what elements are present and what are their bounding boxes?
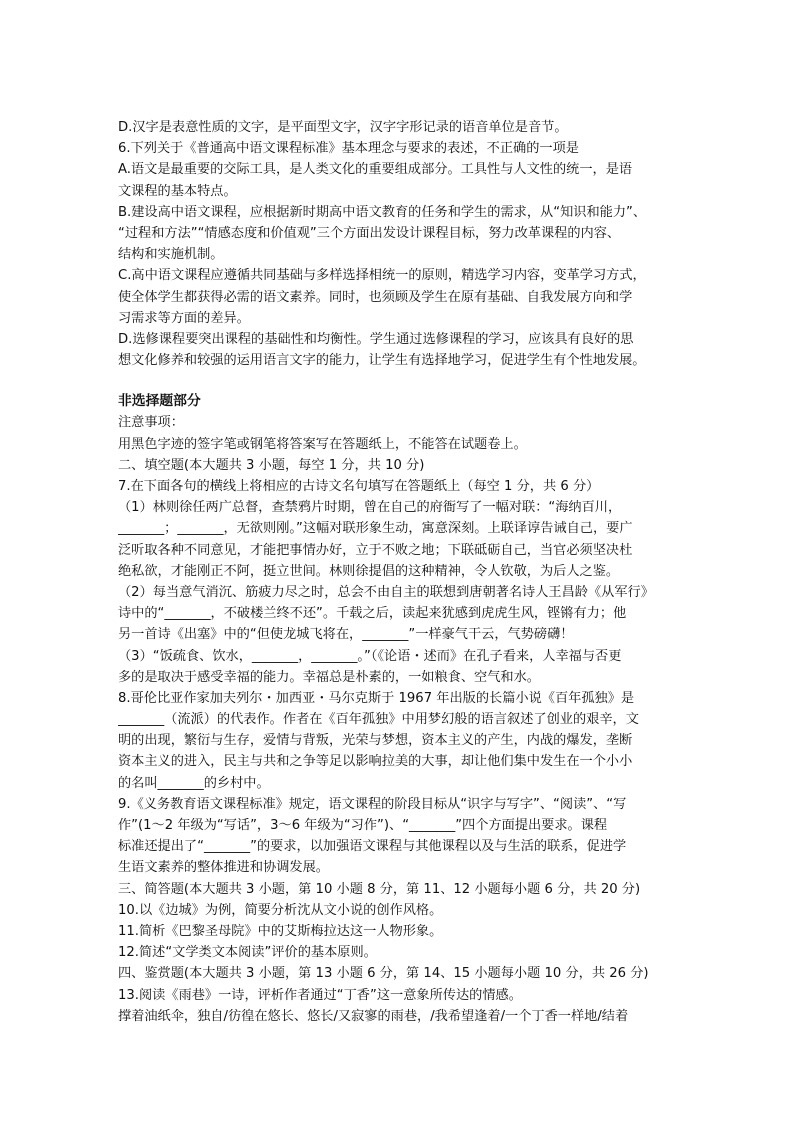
multiple-choice-block — [118, 117, 684, 371]
text-line: D.选修课程要突出课程的基础性和均衡性。学生通过选修课程的学习，应该具有良好的思 — [118, 331, 634, 347]
text-line: 10.以《边城》为例，简要分析沈从文小说的创作风格。 — [118, 902, 443, 918]
document-body — [118, 117, 684, 1027]
text-line: 使全体学生都获得必需的语文素养。同时，也须顾及学生在原有基础、自我发展方向和学 — [118, 289, 633, 305]
text-line: 四、鉴赏题(本大题共 3 小题，第 13 小题 6 分，第 14、15 小题每小题 10 分，共 26 分) — [118, 966, 649, 982]
text-line: A.语文是最重要的交际工具，是人类文化的重要组成部分。工具性与人文性的统一，是语 — [118, 162, 633, 178]
text-line: B.建设高中语文课程，应根据新时期高中语文教育的任务和学生的需求，从“知识和能力”、 — [118, 204, 647, 220]
section-heading: 非选择题部分 — [118, 393, 201, 410]
text-line: 6.下列关于《普通高中语文课程标准》基本理念与要求的表述，不正确的一项是 — [118, 141, 579, 157]
text-line: 注意事项： — [118, 415, 184, 431]
text-line: 想文化修养和较强的运用语言文字的能力，让学生有选择地学习，促进学生有个性地发展。 — [118, 353, 646, 369]
text-line: 明的出现，繁衍与生存，爱情与背叛，光荣与梦想，资本主义的产生，内战的爆发，垄断 — [118, 733, 633, 749]
text-line: _______；_______，无欲则刚。”这幅对联形象生动，寓意深刻。上联译谆告诫自己，要广 — [118, 521, 633, 537]
text-line: 多的是取决于感受幸福的能力。幸福总是朴素的，一如粮食、空气和水。 — [118, 669, 540, 685]
text-line: 作”(1～2 年级为“写话”，3～6 年级为“习作”)、“_______”四个方面提出要求。课程 — [118, 818, 608, 833]
text-line: 8.哥伦比亚作家加夫列尔・加西亚・马尔克斯于 1967 年出版的长篇小说《百年孤独》是 — [118, 690, 635, 706]
text-line: 另一首诗《出塞》中的“但使龙城飞将在，_______”一样豪气干云，气势磅礴！ — [118, 627, 574, 643]
text-line: 结构和实施机制。 — [118, 247, 224, 263]
text-line: “过程和方法”“情感态度和价值观”三个方面出发设计课程目标，努力改革课程的内容、 — [118, 225, 621, 241]
text-line: 撑着油纸伞，独自/彷徨在悠长、悠长/又寂寥的雨巷，/我希望逢着/一个丁香一样地/结着 — [118, 1008, 629, 1024]
text-line: 绝私欲，才能刚正不阿，挺立世间。林则徐提倡的这种精神，令人钦敬，为后人之鉴。 — [118, 563, 620, 579]
text-line: 二、填空题(本大题共 3 小题，每空 1 分，共 10 分) — [118, 457, 425, 473]
text-line: 诗中的“_______，不破楼兰终不还”。千载之后，读起来犹感到虎虎生风，铿锵有力；他 — [118, 606, 627, 622]
text-line: 13.阅读《雨巷》一诗，评析作者通过“丁香”这一意象所传达的情感。 — [118, 987, 522, 1003]
text-line: 用黑色字迹的签字笔或钢笔将答案写在答题纸上，不能答在试题卷上。 — [118, 436, 527, 452]
text-line: 9.《义务教育语文课程标准》规定，语文课程的阶段目标从“识字与写字”、“阅读”、“写 — [118, 796, 627, 812]
text-line: 泛听取各种不同意见，才能把事情办好，立于不败之地；下联砥砺自己，当官必须坚决杜 — [118, 542, 633, 558]
text-line: _______（流派）的代表作。作者在《百年孤独》中用梦幻般的语言叙述了创业的艰辛，文 — [118, 712, 639, 728]
text-line: 11.简析《巴黎圣母院》中的艾斯梅拉达这一人物形象。 — [118, 923, 443, 939]
text-line: 资本主义的进入，民主与共和之争等足以影响拉美的大事，却让他们集中发生在一个小小 — [118, 754, 633, 770]
non-choice-block — [118, 412, 684, 1026]
text-line: 三、简答题(本大题共 3 小题，第 10 小题 8 分，第 11、12 小题每小题 6 分，共 20 分) — [118, 881, 641, 897]
text-line: 习需求等方面的差异。 — [118, 310, 250, 326]
text-line: （3）“饭疏食、饮水，_______，_______。”（《论语・述而》在孔子看来，人幸福与否更 — [118, 648, 622, 664]
text-line: 12.简述“文学类文本阅读”评价的基本原则。 — [118, 945, 377, 961]
text-line: （2）每当意气消沉、筋疲力尽之时，总会不由自主的联想到唐朝著名诗人王昌龄《从军行》 — [118, 584, 654, 600]
text-line: 文课程的基本特点。 — [118, 183, 237, 199]
text-line: 生语文素养的整体推进和协调发展。 — [118, 860, 329, 876]
text-line: （1）林则徐任两广总督，查禁鸦片时期，曾在自己的府衙写了一幅对联：“海纳百川， — [118, 500, 622, 516]
text-line: D.汉字是表意性质的文字，是平面型文字，汉字字形记录的语音单位是音节。 — [118, 120, 568, 135]
text-line: 标准还提出了“_______”的要求，以加强语文课程与其他课程以及与生活的联系，促进学 — [118, 839, 627, 855]
text-line: 7.在下面各句的横线上将相应的古诗文名句填写在答题纸上（每空 1 分，共 6 分） — [118, 479, 600, 494]
text-line: C.高中语文课程应遵循共同基础与多样选择相统一的原则，精选学习内容，变革学习方式， — [118, 268, 646, 284]
text-line: 的名叫_______的乡村中。 — [118, 775, 270, 791]
